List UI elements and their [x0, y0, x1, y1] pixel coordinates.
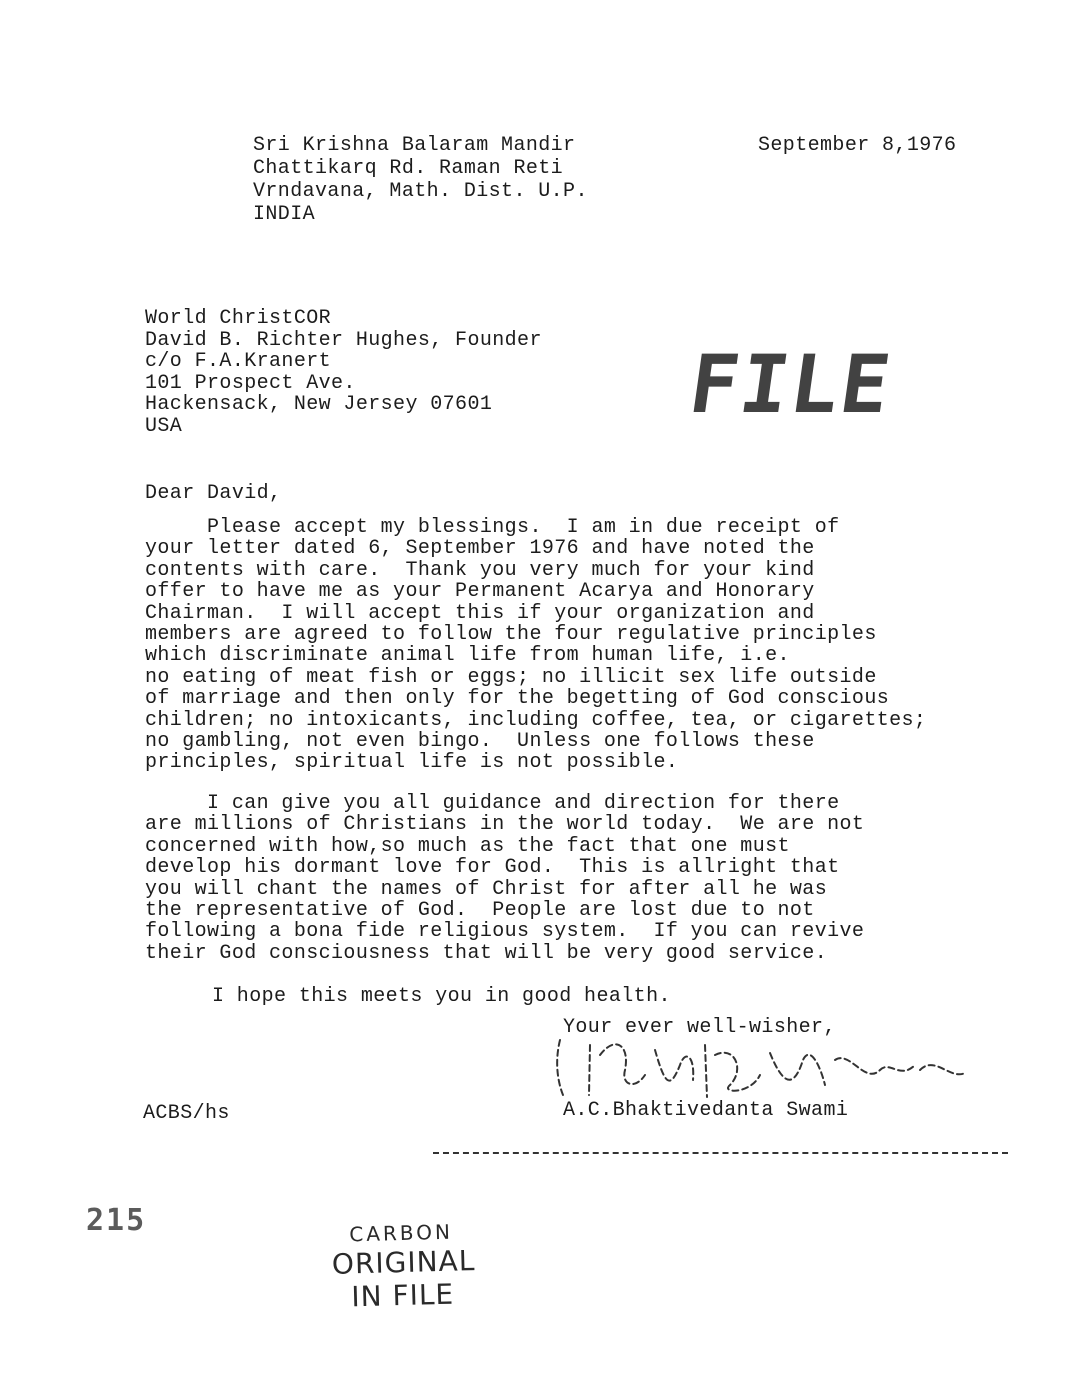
recipient-address-line: Hackensack, New Jersey 07601 [145, 393, 493, 417]
reference-initials: ACBS/hs [143, 1102, 230, 1125]
paragraph-line: I can give you all guidance and direction for there [145, 792, 840, 815]
recipient-address-line: World ChristCOR [145, 307, 332, 330]
sender-address-line: INDIA [253, 203, 316, 226]
sender-address-line: Chattikarq Rd. Raman Reti [253, 157, 564, 180]
paragraph-line: members are agreed to follow the four regulative principles [145, 622, 877, 646]
carbon-stamp-line: IN FILE [350, 1277, 455, 1314]
body-paragraph-1 [145, 517, 926, 774]
recipient-address-line: 101 Prospect Ave. [145, 371, 356, 395]
corner-stamp-mark: 215 [86, 1203, 147, 1238]
paragraph-line: offer to have me as your Permanent Acarya and Honorary [145, 580, 815, 604]
paragraph-line: principles, spiritual life is not possible. [145, 751, 679, 775]
paragraph-line: no eating of meat fish or eggs; no illicit sex life outside [145, 665, 877, 689]
paragraph-line: you will chant the names of Christ for after all he was [145, 877, 828, 901]
sender-address-line: Vrndavana, Math. Dist. U.P. [253, 180, 588, 203]
signer-name: A.C.Bhaktivedanta Swami [563, 1099, 849, 1122]
letter-date: September 8,1976 [758, 134, 957, 157]
paragraph-line: following a bona fide religious system. If you can revive [145, 920, 865, 944]
sender-address [253, 134, 588, 226]
paragraph-line: children; no intoxicants, including coffee, tea, or cigarettes; [145, 708, 927, 732]
carbon-stamp-line: CARBON [349, 1219, 454, 1247]
paragraph-line: develop his dormant love for God. This is allright that [145, 856, 840, 880]
paragraph-line: which discriminate animal life from human life, i.e. [145, 644, 790, 668]
paragraph-line: the representative of God. People are lost due to not [145, 898, 815, 922]
paragraph-line: no gambling, not even bingo. Unless one follows these [145, 729, 815, 753]
carbon-stamp-line: ORIGINAL [331, 1244, 476, 1281]
body-paragraph-2 [145, 793, 864, 964]
file-stamp: FILE [683, 338, 898, 431]
paragraph-line: contents with care. Thank you very much for your kind [145, 558, 815, 582]
carbon-original-stamp [331, 1218, 476, 1314]
closing: Your ever well-wisher, [563, 1016, 836, 1039]
recipient-address-line: USA [145, 414, 183, 438]
paragraph-line: of marriage and then only for the begetting of God conscious [145, 687, 890, 711]
paragraph-line: are millions of Christians in the world today. We are not [145, 813, 865, 837]
paragraph-line: your letter dated 6, September 1976 and have noted the [145, 537, 815, 561]
handwritten-signature [545, 1025, 975, 1110]
paragraph-line: their God consciousness that will be very good service. [145, 941, 828, 965]
paragraph-line: concerned with how,so much as the fact that one must [145, 834, 790, 858]
body-paragraph-3: I hope this meets you in good health. [212, 985, 671, 1008]
salutation: Dear David, [145, 482, 282, 505]
recipient-address [145, 308, 542, 438]
paragraph-line: Please accept my blessings. I am in due receipt of [145, 516, 840, 539]
paragraph-line: Chairman. I will accept this if your organization and [145, 601, 815, 625]
signature-divider [433, 1152, 1008, 1154]
sender-address-line: Sri Krishna Balaram Mandir [253, 134, 576, 157]
recipient-address-line: c/o F.A.Kranert [145, 350, 332, 374]
recipient-address-line: David B. Richter Hughes, Founder [145, 328, 542, 352]
